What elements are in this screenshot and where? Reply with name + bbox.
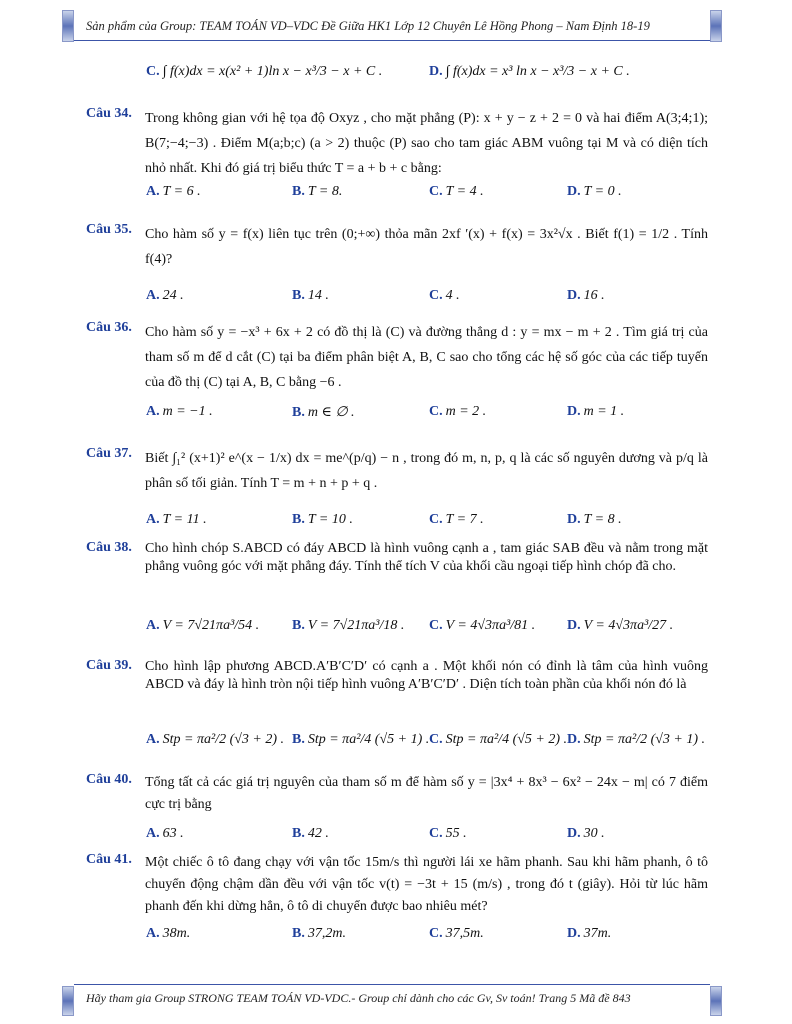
footer-text: Hãy tham gia Group STRONG TEAM TOÁN VD-VDC.- Group chỉ dành cho các Gv, Sv toán! Trang 5 Mã đề 843 [86,991,631,1005]
question-number: Câu 34. [86,106,132,121]
option-d[interactable]: D. V = 4√3πa³/27 . [567,618,674,633]
option-b[interactable]: B. T = 10 . [292,512,353,527]
option-c[interactable]: C. Stp = πa²/4 (√5 + 2) . [429,732,568,747]
prev-question-options [146,64,706,86]
option-b[interactable]: B. 14 . [292,288,329,303]
question-41-options [146,926,706,948]
option-c[interactable]: C. m = 2 . [429,404,487,419]
footer-decor-left [62,986,74,1016]
option-c[interactable]: C. 4 . [429,288,460,303]
page-header [62,8,722,42]
option-d[interactable]: D. Stp = πa²/2 (√3 + 1) . [567,732,706,747]
option-d[interactable]: D. 37m. [567,926,612,941]
option-a[interactable]: A. m = −1 . [146,404,213,419]
option-c[interactable]: C. V = 4√3πa³/81 . [429,618,536,633]
question-40-options [146,826,706,848]
option-d[interactable]: D. ∫ f(x)dx = x³ ln x − x³/3 − x + C . [429,64,630,79]
question-number: Câu 36. [86,320,132,335]
option-a[interactable]: A. 63 . [146,826,184,841]
question-37 [86,446,708,496]
option-d[interactable]: D. T = 8 . [567,512,622,527]
option-b[interactable]: B. m ∈ ∅ . [292,405,355,420]
option-a[interactable]: A. 38m. [146,926,191,941]
footer-rule [74,984,710,985]
question-text: Cho hàm số y = f(x) liên tục trên (0;+∞) thỏa mãn 2xf ′(x) + f(x) = 3x²√x . Biết f(1) = 1/2 . Tính f(4)? [145,227,708,267]
question-text: Trong không gian với hệ tọa độ Oxyz , cho mặt phẳng (P): x + y − z + 2 = 0 và hai điểm A(3;4;1); B(7;−4;−3) . Điểm M(a;b;c) (a > 2) thuộc (P) sao cho tam giác ABM vuông tại M và có diện tích nhỏ nhất. Khi đó giá trị biểu thức T = a + b + c bằng: [145,111,708,176]
option-c[interactable]: C. 37,5m. [429,926,484,941]
option-d[interactable]: D. 30 . [567,826,605,841]
question-34 [86,106,708,181]
option-b[interactable]: B. V = 7√21πa³/18 . [292,618,405,633]
option-b[interactable]: B. Stp = πa²/4 (√5 + 1) . [292,732,430,747]
option-a[interactable]: A. V = 7√21πa³/54 . [146,618,260,633]
question-number: Câu 38. [86,540,132,555]
question-37-options [146,512,706,534]
question-39 [86,658,708,694]
option-a[interactable]: A. 24 . [146,288,184,303]
option-d[interactable]: D. m = 1 . [567,404,625,419]
question-38-options [146,618,706,640]
header-text: Sản phẩm của Group: TEAM TOÁN VD–VDC Đề Giữa HK1 Lớp 12 Chuyên Lê Hồng Phong – Nam Định 18-19 [86,19,650,33]
option-d[interactable]: D. 16 . [567,288,605,303]
question-41 [86,852,708,918]
option-a[interactable]: A. T = 6 . [146,184,201,199]
option-a[interactable]: A. T = 11 . [146,512,207,527]
question-number: Câu 35. [86,222,132,237]
option-b[interactable]: B. 37,2m. [292,926,346,941]
question-text: Tổng tất cả các giá trị nguyên của tham số m để hàm số y = |3x⁴ + 8x³ − 6x² − 24x − m| có 7 điểm cực trị bằng [145,775,708,812]
header-decor-left [62,10,74,42]
header-decor-right [710,10,722,42]
option-b[interactable]: B. 42 . [292,826,329,841]
question-text: Cho hình lập phương ABCD.A′B′C′D′ có cạnh a . Một khối nón có đỉnh là tâm của hình vuông ABCD và đáy là hình tròn nội tiếp hình vuông A′B′C′D′ . Diện tích toàn phần của khối nón đó là [145,659,708,692]
option-a[interactable]: A. Stp = πa²/2 (√3 + 2) . [146,732,285,747]
option-c[interactable]: C. T = 7 . [429,512,484,527]
question-number: Câu 39. [86,658,132,673]
option-c[interactable]: C. T = 4 . [429,184,484,199]
question-number: Câu 37. [86,446,132,461]
option-d[interactable]: D. T = 0 . [567,184,622,199]
question-39-options [146,732,706,754]
question-number: Câu 41. [86,852,132,867]
question-36-options [146,404,706,426]
question-number: Câu 40. [86,772,132,787]
header-rule [74,40,710,41]
question-35 [86,222,708,272]
question-34-options [146,184,706,206]
option-b[interactable]: B. T = 8. [292,184,343,199]
question-35-options [146,288,706,310]
page-footer [62,984,722,1018]
question-text: Cho hình chóp S.ABCD có đáy ABCD là hình vuông cạnh a , tam giác SAB đều và nằm trong mặt phẳng vuông góc với mặt phẳng đáy. Tính thể tích V của khối cầu ngoại tiếp hình chóp đã cho. [145,541,708,574]
question-text: Một chiếc ô tô đang chạy với vận tốc 15m/s thì người lái xe hãm phanh. Sau khi hãm phanh, ô tô chuyển động chậm dần đều với vận tốc v(t) = −3t + 15 (m/s) , trong đó t (giây). Hỏi từ lúc hãm phanh đến khi dừng hẳn, ô tô di chuyển được bao nhiêu mét? [145,855,708,914]
question-38 [86,540,708,576]
question-text: Biết ∫₁² (x+1)² e^(x − 1/x) dx = me^(p/q) − n , trong đó m, n, p, q là các số nguyên dương và p/q là phân số tối giản. Tính T = m + n + p + q . [145,451,708,491]
question-text: Cho hàm số y = −x³ + 6x + 2 có đồ thị là (C) và đường thẳng d : y = mx − m + 2 . Tìm giá trị của tham số m để d cắt (C) tại ba điểm phân biệt A, B, C sao cho tổng các hệ số góc của các tiếp tuyến của đồ thị (C) tại A, B, C bằng −6 . [145,325,708,390]
option-c[interactable]: C. ∫ f(x)dx = x(x² + 1)ln x − x³/3 − x + C . [146,64,383,79]
question-36 [86,320,708,395]
question-40 [86,772,708,816]
footer-decor-right [710,986,722,1016]
option-c[interactable]: C. 55 . [429,826,467,841]
